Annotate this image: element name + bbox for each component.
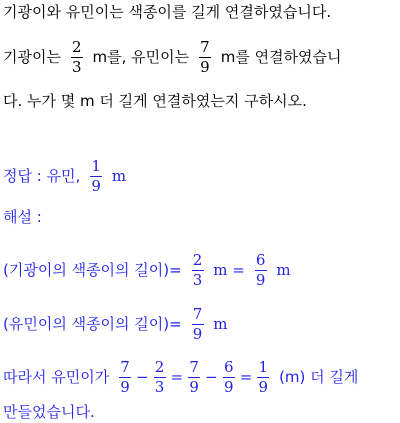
calc-fraction-2: [154, 358, 166, 397]
fraction-numerator: 2: [154, 358, 165, 376]
fraction-numerator: 6: [223, 358, 234, 376]
calculation-line: [3, 358, 358, 397]
calc-prefix: 따라서 유민이가: [3, 368, 110, 386]
calc-fraction-3: [188, 358, 200, 397]
yumin-length-line: [3, 305, 228, 344]
answer-line: [3, 157, 126, 196]
giguang-unit-equals: m =: [213, 261, 245, 279]
problem-text-3: 다. 누가 몇 m 더 길게 연결하였는지 구하시오.: [3, 92, 307, 110]
answer-label: 정답 : 유민,: [3, 167, 81, 185]
explanation-header: [3, 207, 42, 227]
fraction-numerator: 7: [189, 358, 199, 376]
fraction-denominator: 3: [154, 378, 165, 396]
fraction-two-thirds: [71, 38, 83, 77]
fraction-denominator: 9: [91, 177, 101, 195]
fraction-numerator: 7: [192, 305, 203, 323]
giguang-length-label: (기광이의 색종이의 길이)=: [3, 261, 182, 279]
giguang-length-line: [3, 251, 291, 290]
minus-operator: −: [135, 368, 149, 386]
fraction-denominator: 9: [258, 378, 269, 396]
problem-text-2b: m를, 유민이는: [92, 48, 190, 66]
fraction-denominator: 9: [192, 325, 203, 343]
problem-text-1: 기광이와 유민이는 색종이를 길게 연결하였습니다.: [3, 3, 332, 21]
conclusion-line: [3, 402, 95, 422]
explanation-label: 해설 :: [3, 208, 42, 226]
fraction-denominator: 3: [71, 58, 82, 76]
giguang-unit: m: [276, 261, 291, 279]
fraction-numerator: 7: [200, 38, 210, 56]
fraction-denominator: 9: [200, 58, 210, 76]
fraction-seven-ninths: [199, 38, 211, 77]
fraction-numerator: 2: [192, 251, 203, 269]
fraction-denominator: 3: [192, 271, 203, 289]
minus-operator: −: [205, 368, 218, 386]
fraction-numerator: 2: [71, 38, 82, 56]
calc-suffix: (m) 더 길게: [279, 368, 359, 386]
problem-line-1: [3, 2, 331, 22]
fraction-denominator: 9: [255, 271, 266, 289]
giguang-fraction-2: [255, 251, 267, 290]
fraction-numerator: 1: [91, 157, 101, 175]
problem-text-2a: 기광이는: [3, 48, 61, 66]
giguang-fraction-1: [192, 251, 204, 290]
fraction-denominator: 9: [223, 378, 234, 396]
equals-operator: =: [170, 368, 184, 386]
calc-fraction-4: [223, 358, 235, 397]
calc-fraction-1: [119, 358, 131, 397]
calc-fraction-5: [257, 358, 269, 397]
yumin-unit: m: [213, 315, 228, 333]
conclusion-text: 만들었습니다.: [3, 403, 95, 421]
fraction-numerator: 7: [120, 358, 130, 376]
answer-unit: m: [111, 167, 127, 185]
answer-fraction: [90, 157, 102, 196]
problem-text-2c: m를 연결하였습니: [220, 48, 342, 66]
fraction-numerator: 6: [255, 251, 266, 269]
fraction-denominator: 9: [120, 378, 130, 396]
equals-operator: =: [239, 368, 253, 386]
fraction-numerator: 1: [258, 358, 269, 376]
problem-line-3: [3, 91, 307, 111]
yumin-length-label: (유민이의 색종이의 길이)=: [3, 315, 182, 333]
fraction-denominator: 9: [189, 378, 199, 396]
yumin-fraction: [192, 305, 204, 344]
problem-line-2: [3, 38, 342, 77]
